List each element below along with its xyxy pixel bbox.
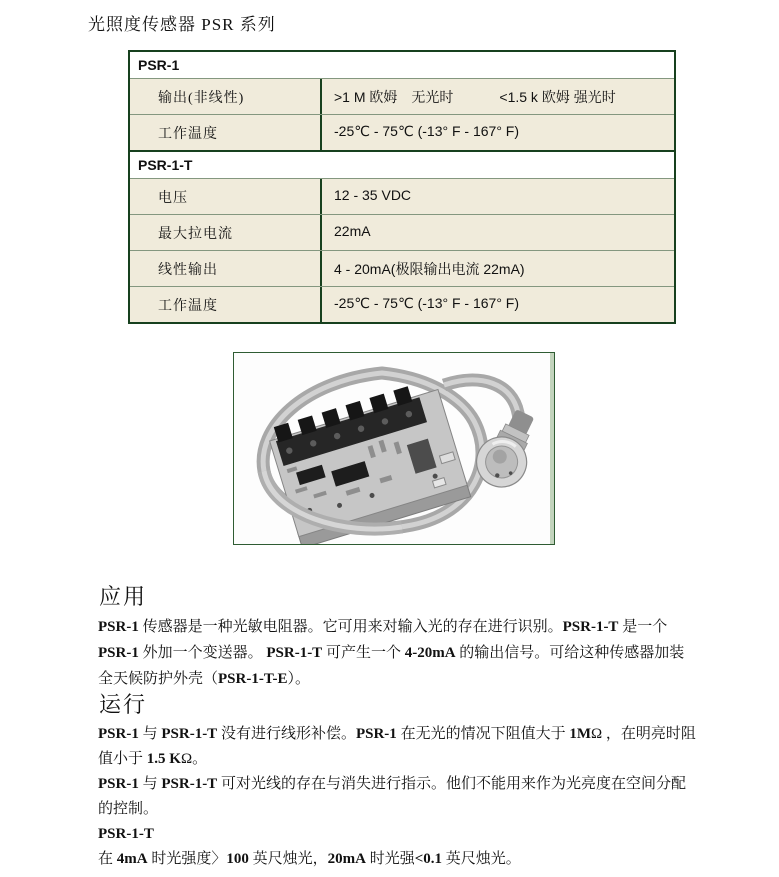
table-section-header-psr-1: PSR-1	[130, 52, 674, 78]
row-label: 工作温度	[130, 115, 322, 150]
spec-table	[128, 50, 676, 324]
row-label: 最大拉电流	[130, 215, 322, 250]
section-heading-application: 应用	[99, 584, 148, 609]
operation-paragraph-4: 在 4mA 时光强度〉100 英尺烛光，20mA 时光强<0.1 英尺烛光。	[98, 851, 521, 867]
application-paragraph: PSR-1 传感器是一种光敏电阻器。它可用来对输入光的存在进行识别。PSR-1-T 是一个 PSR-1 外加一个变送器。 PSR-1-T 可产生一个 4-20mA 的输出信号。可给这种传感器加装全天候防护外壳（PSR-1-T-E）。	[98, 619, 685, 687]
row-value: 4 - 20mA(极限输出电流 22mA)	[334, 261, 525, 277]
table-row	[130, 250, 674, 286]
operation-paragraphs	[98, 722, 698, 872]
section-heading-operation: 运行	[99, 692, 148, 717]
table-row	[130, 78, 674, 114]
table-row	[130, 286, 674, 322]
table-row	[130, 114, 674, 150]
row-value	[322, 79, 674, 114]
row-label: 电压	[130, 179, 322, 214]
row-value: -25℃ - 75℃ (-13° F - 167° F)	[334, 295, 520, 311]
product-photo	[233, 352, 555, 545]
table-row	[130, 178, 674, 214]
table-row	[130, 214, 674, 250]
row-value: 12 - 35 VDC	[334, 187, 412, 203]
row-value: -25℃ - 75℃ (-13° F - 167° F)	[334, 123, 520, 139]
row-value: 22mA	[334, 223, 371, 239]
operation-paragraph-1: PSR-1 与 PSR-1-T 没有进行线形补偿。PSR-1 在无光的情况下阻值大于 1MΩ ，在明亮时阻值小于 1.5 KΩ。	[98, 726, 696, 767]
row-label: 工作温度	[130, 287, 322, 322]
product-photo-illustration	[234, 353, 554, 544]
page-title: 光照度传感器 PSR 系列	[88, 15, 276, 34]
operation-paragraph-3: PSR-1-T	[98, 826, 154, 842]
row-value-dark: >1 M 欧姆 无光时	[334, 89, 454, 105]
row-label: 输出(非线性)	[130, 79, 322, 114]
operation-paragraph-2: PSR-1 与 PSR-1-T 可对光线的存在与消失进行指示。他们不能用来作为光亮度在空间分配的控制。	[98, 776, 686, 817]
row-label: 线性输出	[130, 251, 322, 286]
row-value-bright: <1.5 k 欧姆 强光时	[499, 89, 616, 105]
table-section-header-psr-1-t: PSR-1-T	[130, 150, 674, 178]
